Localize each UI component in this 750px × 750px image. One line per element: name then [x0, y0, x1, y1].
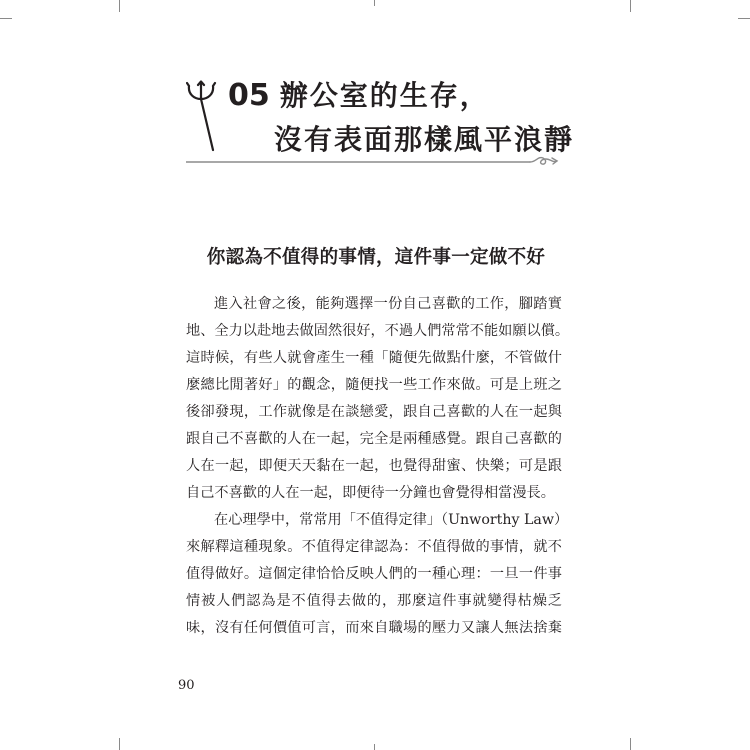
paragraph-2 [186, 507, 569, 642]
text-line: 來解釋這種現象。不值得定律認為：不值得做的事情，就不 [186, 539, 562, 555]
crop-mark-top-center [374, 0, 375, 6]
chapter-title-line2: 沒有表面那樣風平浪靜 [274, 123, 575, 156]
text-line: 進入社會之後，能夠選擇一份自己喜歡的工作，腳踏實 [214, 296, 562, 312]
text-line: 地、全力以赴地去做固然很好，不過人們常常不能如願以償。 [186, 323, 570, 339]
chapter-title-text1: 辦公室的生存， [279, 79, 490, 112]
flourish-line-icon [186, 150, 560, 174]
paragraph-1 [186, 291, 570, 507]
section-heading: 你認為不值得的事情，這件事一定做不好 [206, 247, 546, 268]
text-line: 這時候，有些人就會產生一種「隨便先做點什麼，不管做什 [186, 350, 562, 366]
crop-mark-top-left-h [0, 18, 12, 19]
text-line: 麼總比閒著好」的觀念，隨便找一些工作來做。可是上班之 [186, 377, 562, 393]
crop-mark-top-right-h [738, 18, 750, 19]
text-line: 值得做好。這個定律恰恰反映人們的一種心理：一旦一件事 [186, 566, 562, 582]
text-line: 在心理學中，常常用「不值得定律」（Unworthy Law） [214, 512, 569, 528]
text-line: 跟自己不喜歡的人在一起，完全是兩種感覺。跟自己喜歡的 [186, 431, 562, 447]
chapter-number: 05 [228, 78, 270, 113]
text-line: 情被人們認為是不值得去做的，那麼這件事就變得枯燥乏 [186, 593, 562, 609]
text-line: 自己不喜歡的人在一起，即便待一分鐘也會覺得相當漫長。 [186, 485, 555, 501]
page-number: 90 [178, 678, 195, 693]
crop-mark-bottom-left [119, 738, 120, 750]
crop-mark-top-right [630, 0, 631, 12]
trident-icon [186, 80, 220, 152]
chapter-title-line1 [228, 76, 608, 116]
crop-mark-top-left [119, 0, 120, 12]
chapter-title [228, 76, 608, 160]
text-line: 味，沒有任何價值可言，而來自職場的壓力又讓人無法捨棄 [186, 620, 562, 636]
text-line: 人在一起，即便天天黏在一起，也覺得甜蜜、快樂；可是跟 [186, 458, 562, 474]
body-text [186, 291, 570, 642]
crop-mark-bottom-right [630, 738, 631, 750]
crop-mark-bottom-center [374, 744, 375, 750]
text-line: 後卻發現，工作就像是在談戀愛，跟自己喜歡的人在一起與 [186, 404, 562, 420]
